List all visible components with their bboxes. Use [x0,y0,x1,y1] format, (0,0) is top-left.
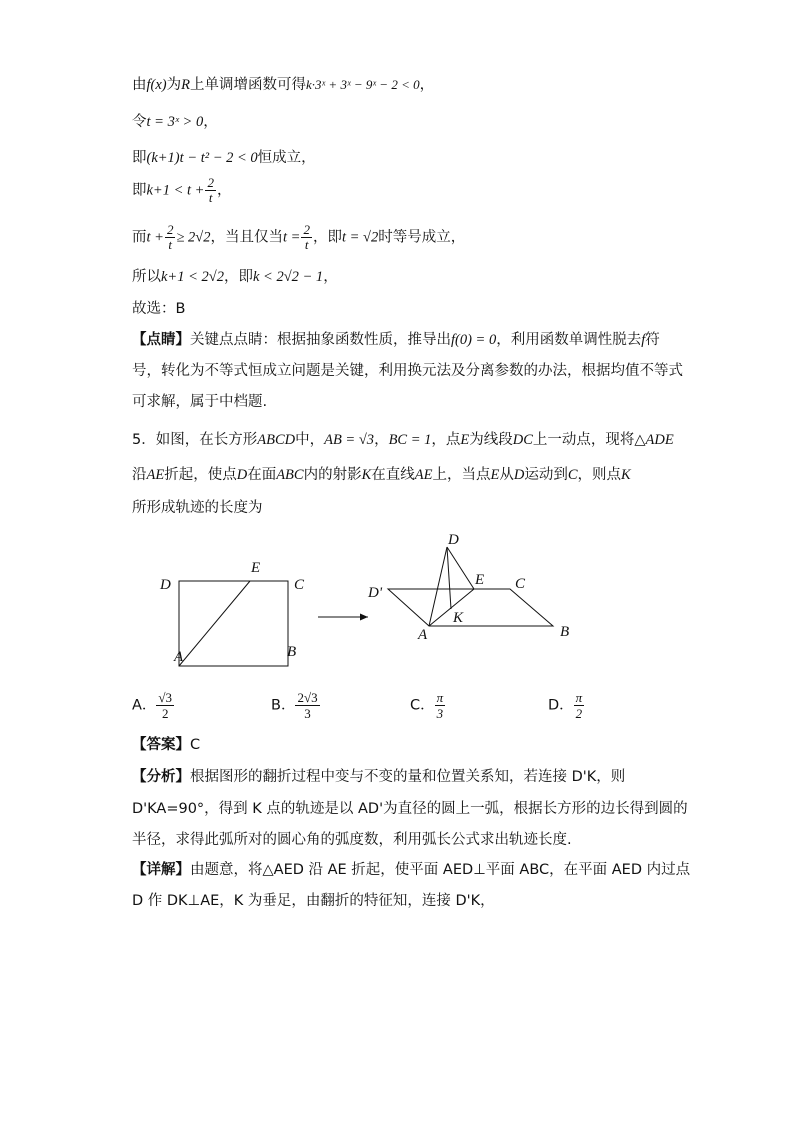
math-ABCD: ABCD [257,432,296,448]
text: 折起，使点 [164,467,237,483]
fraction [165,223,176,252]
fraction-numerator: π [436,690,444,705]
segment-ae [179,581,250,666]
math-AE: AE [146,467,165,483]
math-expr: t + [146,229,164,246]
math-triangle: △ADE [634,432,674,448]
fraction-denominator: 3 [304,706,311,721]
text: 所形成轨迹的长度为 [132,500,263,516]
option-d [548,690,584,721]
fraction [574,690,585,721]
text: D 作 DK⊥AE，K 为垂足，由翻折的特征知，连接 D'K， [132,893,495,909]
text: 时等号成立 [378,229,451,246]
base-plane [388,589,553,626]
math-DC: DC [512,432,533,448]
math-expr: t = 3ˣ > 0 [146,114,204,130]
math-expr: k+1 < t + [146,182,205,199]
text: 根据图形的翻折过程中变与不变的量和位置关系知，若连接 D'K，则 [190,769,626,785]
text: 为 [166,77,182,93]
fraction-numerator: 2√3 [297,690,318,705]
text: 所以 [132,269,161,285]
text: ， [301,150,316,166]
text: 即 [132,182,147,199]
arrow-head-icon [360,614,368,621]
solution-line-7 [132,297,185,318]
text: 半径，求得此弧所对的圆心角的弧度数，利用弧长公式求出轨迹长度. [132,832,572,848]
fraction-numerator: 2 [207,175,214,190]
detail-line-2 [132,889,495,910]
option-label: B． [271,697,296,714]
fraction [295,690,319,721]
text: ，即 [223,269,253,285]
text: ，利用函数单调性脱去 [496,332,642,348]
math-R: R [181,77,190,93]
solution-line-5 [132,223,465,252]
text: ， [419,77,435,93]
math-f: f [641,332,646,348]
fraction-denominator: t [168,237,173,252]
text: ， [216,182,232,199]
question-line-2 [132,463,631,484]
section-tag: 【详解】 [132,862,190,878]
fraction-denominator: t [304,237,309,252]
math-expr: BC = 1 [388,432,432,448]
fraction-denominator: 2 [161,706,169,721]
fraction [301,223,312,252]
text: 为线段 [469,432,513,448]
text: 而 [132,229,147,246]
geometry-figure [0,525,794,675]
math-expr: ≥ 2√2 [176,229,211,246]
solution-line-1 [132,73,434,94]
text: 上，当点 [432,467,491,483]
option-c [410,690,445,721]
math-D: D [513,467,525,483]
solution-line-6 [132,265,338,286]
fraction [435,690,446,721]
math-expr: t = [283,229,301,246]
math-expr: (k+1)t − t² − 2 < 0 [146,150,258,166]
math-K: K [621,467,631,483]
text: ，点 [431,432,461,448]
section-tag: 【答案】 [132,737,190,753]
analysis-line-2 [132,797,688,818]
math-expr: k+1 < 2√2 [161,269,224,285]
text: 上单调增函数可得 [189,77,306,93]
option-a [132,690,174,721]
math-expr: AB = √3 [324,432,375,448]
fraction-numerator: √3 [158,690,173,705]
math-expr: k < 2√2 − 1 [252,269,324,285]
label-D: D [448,532,459,548]
question-line-1 [132,428,674,449]
analysis-line-3 [132,828,572,849]
text: 中， [295,432,325,448]
fraction [156,690,174,721]
option-label: D． [548,697,574,714]
segment-DE [447,547,474,589]
text: ， [323,269,338,285]
text: 由 [132,77,147,93]
section-tag: 【点睛】 [132,332,190,348]
text: ，则点 [577,467,621,483]
text: 令 [132,114,147,130]
text: ， [374,432,389,448]
text: 在面 [247,467,277,483]
comment-line-2 [132,359,683,380]
label-B: B [287,644,297,660]
label-K: K [453,610,464,626]
text: 恒成立 [257,150,302,166]
fraction [205,176,216,205]
label-A: A [418,627,428,643]
math-expr: f(0) = 0 [451,332,497,348]
option-label: A． [132,697,157,714]
fraction-numerator: 2 [166,222,174,237]
answer-value: C [190,737,201,753]
section-tag: 【分析】 [132,769,190,785]
label-D: D [160,577,171,593]
math-expr: k·3ˣ + 3ˣ − 9ˣ − 2 < 0 [305,77,420,92]
text: 在直线 [371,467,415,483]
math-fx: f(x) [146,77,167,93]
math-expr: t = √2 [341,229,379,246]
text: 故选：B [132,301,186,317]
label-B: B [560,624,570,640]
text: 可求解，属于中档题. [132,394,268,410]
solution-line-3 [132,146,316,167]
text: 5．如图，在长方形 [132,432,258,448]
comment-line-3 [132,390,267,411]
fraction-numerator: π [575,690,583,705]
fraction-denominator: 2 [575,706,583,721]
fraction-numerator: 2 [303,222,310,237]
text: 从 [499,467,514,483]
text: ，即 [312,229,342,246]
text: 内的射影 [303,467,362,483]
label-E: E [251,560,261,576]
text: D'KA=90°，得到 K 点的轨迹是以 AD'为直径的圆上一弧，根据长方形的边长得到圆的 [132,801,688,817]
text: 运动到 [524,467,568,483]
text: 符 [645,332,660,348]
solution-line-2 [132,110,218,131]
math-K: K [361,467,372,483]
text: 号，转化为不等式恒成立问题是关键，利用换元法及分离参数的办法，根据均值不等式 [132,363,683,379]
solution-line-4 [132,176,231,205]
text: ，当且仅当 [210,229,283,246]
detail-line-1 [132,858,690,879]
text: ， [203,114,218,130]
math-C: C [567,467,578,483]
text: 关键点点睛：根据抽象函数性质，推导出 [190,332,451,348]
option-label: C． [410,697,435,714]
fraction-denominator: t [208,190,213,205]
fraction-denominator: 3 [436,706,444,721]
math-ABC: ABC [276,467,304,483]
segment-DK [447,547,451,609]
label-C: C [515,576,526,592]
math-E: E [490,467,500,483]
analysis-line-1 [132,765,625,786]
math-E: E [460,432,470,448]
text: 即 [132,150,147,166]
question-line-3 [132,496,263,517]
text: 沿 [132,467,147,483]
label-D-prime: D' [368,585,383,601]
segment-AD [429,547,447,626]
text: 上一动点，现将 [532,432,635,448]
math-AE: AE [414,467,433,483]
label-C: C [294,577,305,593]
rectangle-abcd [179,581,288,666]
comment-line-1 [132,328,660,349]
label-A: A [174,649,184,665]
label-E: E [475,572,485,588]
text: ， [450,229,466,246]
math-D: D [236,467,248,483]
answer-line [132,733,200,754]
text: 由题意，将△AED 沿 AE 折起，使平面 AED⊥平面 ABC，在平面 AED 内过点 [190,862,691,878]
option-b [271,690,320,721]
